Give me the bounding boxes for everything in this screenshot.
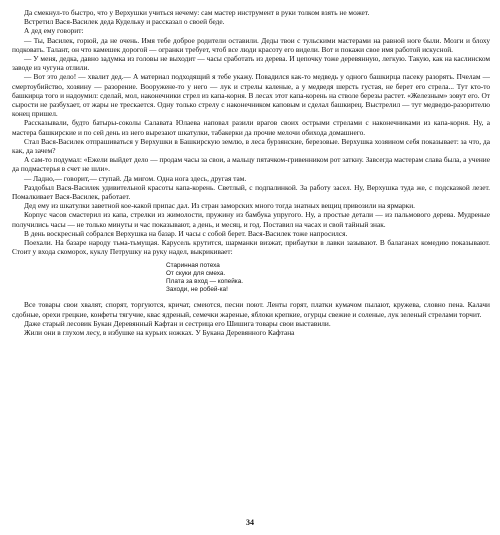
paragraph: В день воскресный собрался Верхушка на базар. И часы с собой берет. Вася-Василек тоже напросился. — [24, 228, 348, 238]
paragraph: Дед ему из шкатулки заветной кое-какой припас дал. Из стран заморских много тогда знатных вещиц привозили на ярмарки. — [24, 201, 415, 211]
body-text-top — [12, 8, 490, 256]
paragraph: Стал Вася-Василек отпрашиваться у Верхушки в Башкирскую землю, в леса бурзянские, березовые. Верхушка хозяином себя показывает: за что, да как, да зачем? — [12, 136, 490, 156]
paragraph: Все товары свои хвалят, спорят, торгуются, кричат, смеются, песни поют. Ленты горят, платки кумачом пылают, кружева, словно пена. Калачи сдобные, орехи грецкие, конфеты тягучие, квас ядреный, семечки жареные, яблоки крепкие, огурцы свежие и соленые, лук зеленый стрелами торчит. — [12, 300, 490, 319]
paragraph: Даже старый лесовик Букан Деревянный Кафтан и сестрица его Шишига товары свои выставили. — [24, 318, 331, 328]
poem-line: От скуки для смеха. — [166, 270, 226, 278]
paragraph: А сам-то подумал: «Ежели выйдет дело — продам часы за свои, а мальцу пятачком-гривенником рот заткну. Завсегда мастерам слава была, а учение да подмастерья в счет не шли». — [12, 155, 490, 174]
paragraph: — Ты, Василек, горюй, да не очень. Имя тебе доброе родители оставили. Деды твои с тульскими мастерами на равной ноге были. Мозги и блоху подковать. Талант, он что камешек дорогой — огранки требует, чтоб все люди красоту его видели. Вот и покажи свое имя работой искусной. — [12, 35, 490, 54]
poem-block — [166, 262, 490, 294]
paragraph: А дед ему говорит: — [24, 26, 84, 36]
paragraph: Рассказывали, будто батыры-соколы Салавата Юлаева наповал разили врагов своих острыми стрелами с наконечниками из капа-корня. Ну, а мастера башкирские и по сей день из него вырезают шкатулки, табакерки да прочие мелочи обихода домашнего. — [12, 118, 490, 137]
poem-line: Плата за вход — копейка. — [166, 278, 244, 286]
poem-line: Заходи, не робей-ка! — [166, 286, 228, 294]
paragraph: Раздобыл Вася-Василек удивительной красоты капа-корень. Светлый, с подпалинкой. За работу засел. Ну, Верхушка туда же, с подсказкой лезет. Помалкивает Вася-Василек, работает. — [12, 182, 490, 202]
paragraph: — Ладно,— говорит,— ступай. Да мигом. Одна нога здесь, другая там. — [24, 173, 247, 183]
paragraph: Да смекнул-то быстро, что у Верхушки учиться нечему: сам мастер инструмент в руки толком взять не может. — [24, 8, 370, 17]
poem-line: Старинная потеха — [166, 262, 220, 270]
paragraph: — Вот это дело! — хвалит дед.— А материал подходящий я тебе укажу. Повадился как-то медведь у одного башкирца пасеку разорять. Пчелам — смертоубийство, хозяину — разорение. Вооружене-то у него — лук и стрелы каленые, а у медведя шерсть густая, не берет его стрела... Тут кто-то башкирца того и надоумил: сделай, мол, наконечники стрел из капа-корня. В лесах этот капа-корень на стволе березы растет. «Железным» зовут его. От сырости не разбухает, от жары не трескается. Одну только стрелу с наконечником каповым и сделал башкирец. Выстрелил — тут медведю-разорителю конец пришел. — [12, 72, 490, 119]
paragraph: — У меня, дедка, давно задумка из головы не выходит — часы сработать из дерева. И цепочку тоже деревянную, легкую. Такую, как на каслинском заводе из чугуна отлили. — [12, 54, 490, 73]
paragraph: Корпус часов смастерил из капа, стрелки из жимолости, пружину из бамбука упругого. Ну, а простые детали — из пальмового дерева. Мудреные получились часы — не только минуты и час показывают, а день, и месяц, и год. Поставил на часах и свой тайный знак. — [12, 210, 490, 229]
body-text-bottom — [12, 300, 490, 337]
paragraph: Поехали. На базаре народу тьма-тьмущая. Карусель крутится, шарманки визжат, прибаутки в лавки зазывают. В балаганах комедию показывают. Стоит у входа скоморох, куклу Петрушку на руку надел, выкрикивает: — [12, 238, 490, 257]
page-number: 34 — [246, 518, 254, 527]
paragraph: Жили они в глухом лесу, в избушке на курьих ножках. У Букана Деревянного Кафтана — [24, 328, 295, 338]
paragraph: Встретил Вася-Василек деда Кудельку и рассказал о своей беде. — [24, 17, 225, 27]
